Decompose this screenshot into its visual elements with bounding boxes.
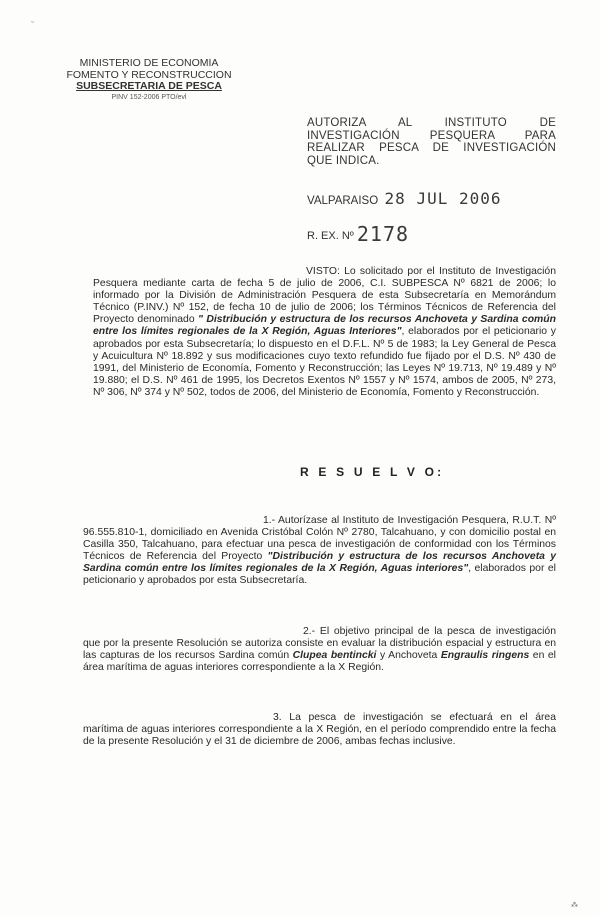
letterhead-subsecretaria: SUBSECRETARIA DE PESCA — [76, 80, 222, 92]
place-name: VALPARAISO — [307, 195, 379, 207]
place-date — [307, 189, 502, 208]
article-2-text: 2.- El objetivo principal de la pesca de investigación que por la presente Resolución se autoriza consiste en evaluar la distribución espacial y estructura en las capturas de los recursos Sardina común — [83, 626, 556, 662]
corner-mark: ⁂ — [571, 902, 578, 909]
article-1-text-cont: , elaborados por el peticionario y aprobados por esta Subsecretaría. — [83, 563, 556, 587]
title-line: AUTORIZA AL INSTITUTO DE — [307, 117, 556, 129]
title-line: INVESTIGACIÓN PESQUERA PARA — [307, 129, 556, 142]
resuelvo-heading: R E S U E L V O: — [300, 465, 445, 479]
article-2 — [83, 626, 556, 674]
title-line: QUE INDICA. — [307, 154, 380, 167]
article-3-text: 3. La pesca de investigación se efectuará en el área marítima de aguas interiores correspondiente a la X Región, en el período comprendido entre la fecha de la presente Resolución y el 31 de diciembre de 2006, ambas fechas inclusive. — [83, 712, 556, 748]
article-2-text-end: en el área marítima de aguas interiores correspondiente a la X Región. — [83, 650, 556, 674]
rex-label: R. EX. Nº — [307, 230, 354, 242]
title-line: REALIZAR PESCA DE INVESTIGACIÓN — [307, 142, 556, 154]
visto-text: VISTO: Lo solicitado por el Instituto de Investigación Pesquera mediante carta de fecha 5 de julio de 2006, C.I. SUBPESCA Nº 6821 de 2006; lo informado por la División de Administración Pesquera de esta Subsecretaría en Memorándum Técnico (P.INV.) Nº 152, de fecha 10 de julio de 2006; los Términos Técnicos de Referencia del Proyecto denominado — [93, 266, 556, 326]
letterhead-ministry-sub: FOMENTO Y RECONSTRUCCION — [66, 68, 232, 81]
species-engraulis: Engraulis ringens — [440, 650, 530, 662]
visto-paragraph — [93, 266, 556, 399]
letterhead-ministry: MINISTERIO DE ECONOMIA — [79, 57, 219, 69]
visto-text-cont: , elaborados por el peticionario y aprobados por esta Subsecretaría; lo dispuesto en el D.F.L. Nº 5 de 1983; la Ley General de Pesca y Acuicultura Nº 18.892 y sus modificaciones cuyo texto refundido fue fijado por el D.S. Nº 430 de 1991, del Ministerio de Economía, Fomento y Reconstrucción; las Leyes Nº 19.713, Nº 19.489 y Nº 19.880; el D.S. Nº 461 de 1995, los Decretos Exentos Nº 1557 y Nº 1574, ambos de 2005, Nº 273, Nº 306, Nº 374 y Nº 502, todos de 2006, del Ministerio de Economía, Fomento y Reconstrucción. — [93, 326, 556, 398]
date-stamp: 28 JUL 2006 — [384, 189, 502, 208]
margin-mark: ˇ — [31, 20, 34, 30]
article-1 — [83, 515, 556, 588]
visto-project-name: " Distribución y estructura de los recursos Anchoveta y Sardina común entre los límites regionales de la X Región, Aguas Interiores" — [93, 314, 556, 338]
letterhead-reference: PINV 152-2006 PTO/evl — [111, 93, 187, 101]
resolution-number — [307, 222, 409, 246]
letterhead — [54, 58, 244, 102]
article-2-text-cont: y Anchoveta — [380, 650, 438, 662]
article-1-project-name: "Distribución y estructura de los recursos Anchoveta y Sardina común entre los límites regionales de la X Región, Aguas interiores" — [83, 551, 556, 575]
rex-number: 2178 — [356, 222, 410, 246]
resolution-title — [307, 117, 556, 167]
species-clupea: Clupea bentincki — [292, 650, 377, 662]
article-1-text: 1.- Autorízase al Instituto de Investigación Pesquera, R.U.T. Nº 96.555.810-1, domiciliado en Avenida Cristóbal Colón Nº 2780, Talcahuano, y con domicilio postal en Casilla 350, Talcahuano, para efectuar una pesca de investigación de conformidad con los Términos Técnicos de Referencia del Proyecto — [83, 515, 556, 563]
article-3 — [83, 712, 556, 748]
